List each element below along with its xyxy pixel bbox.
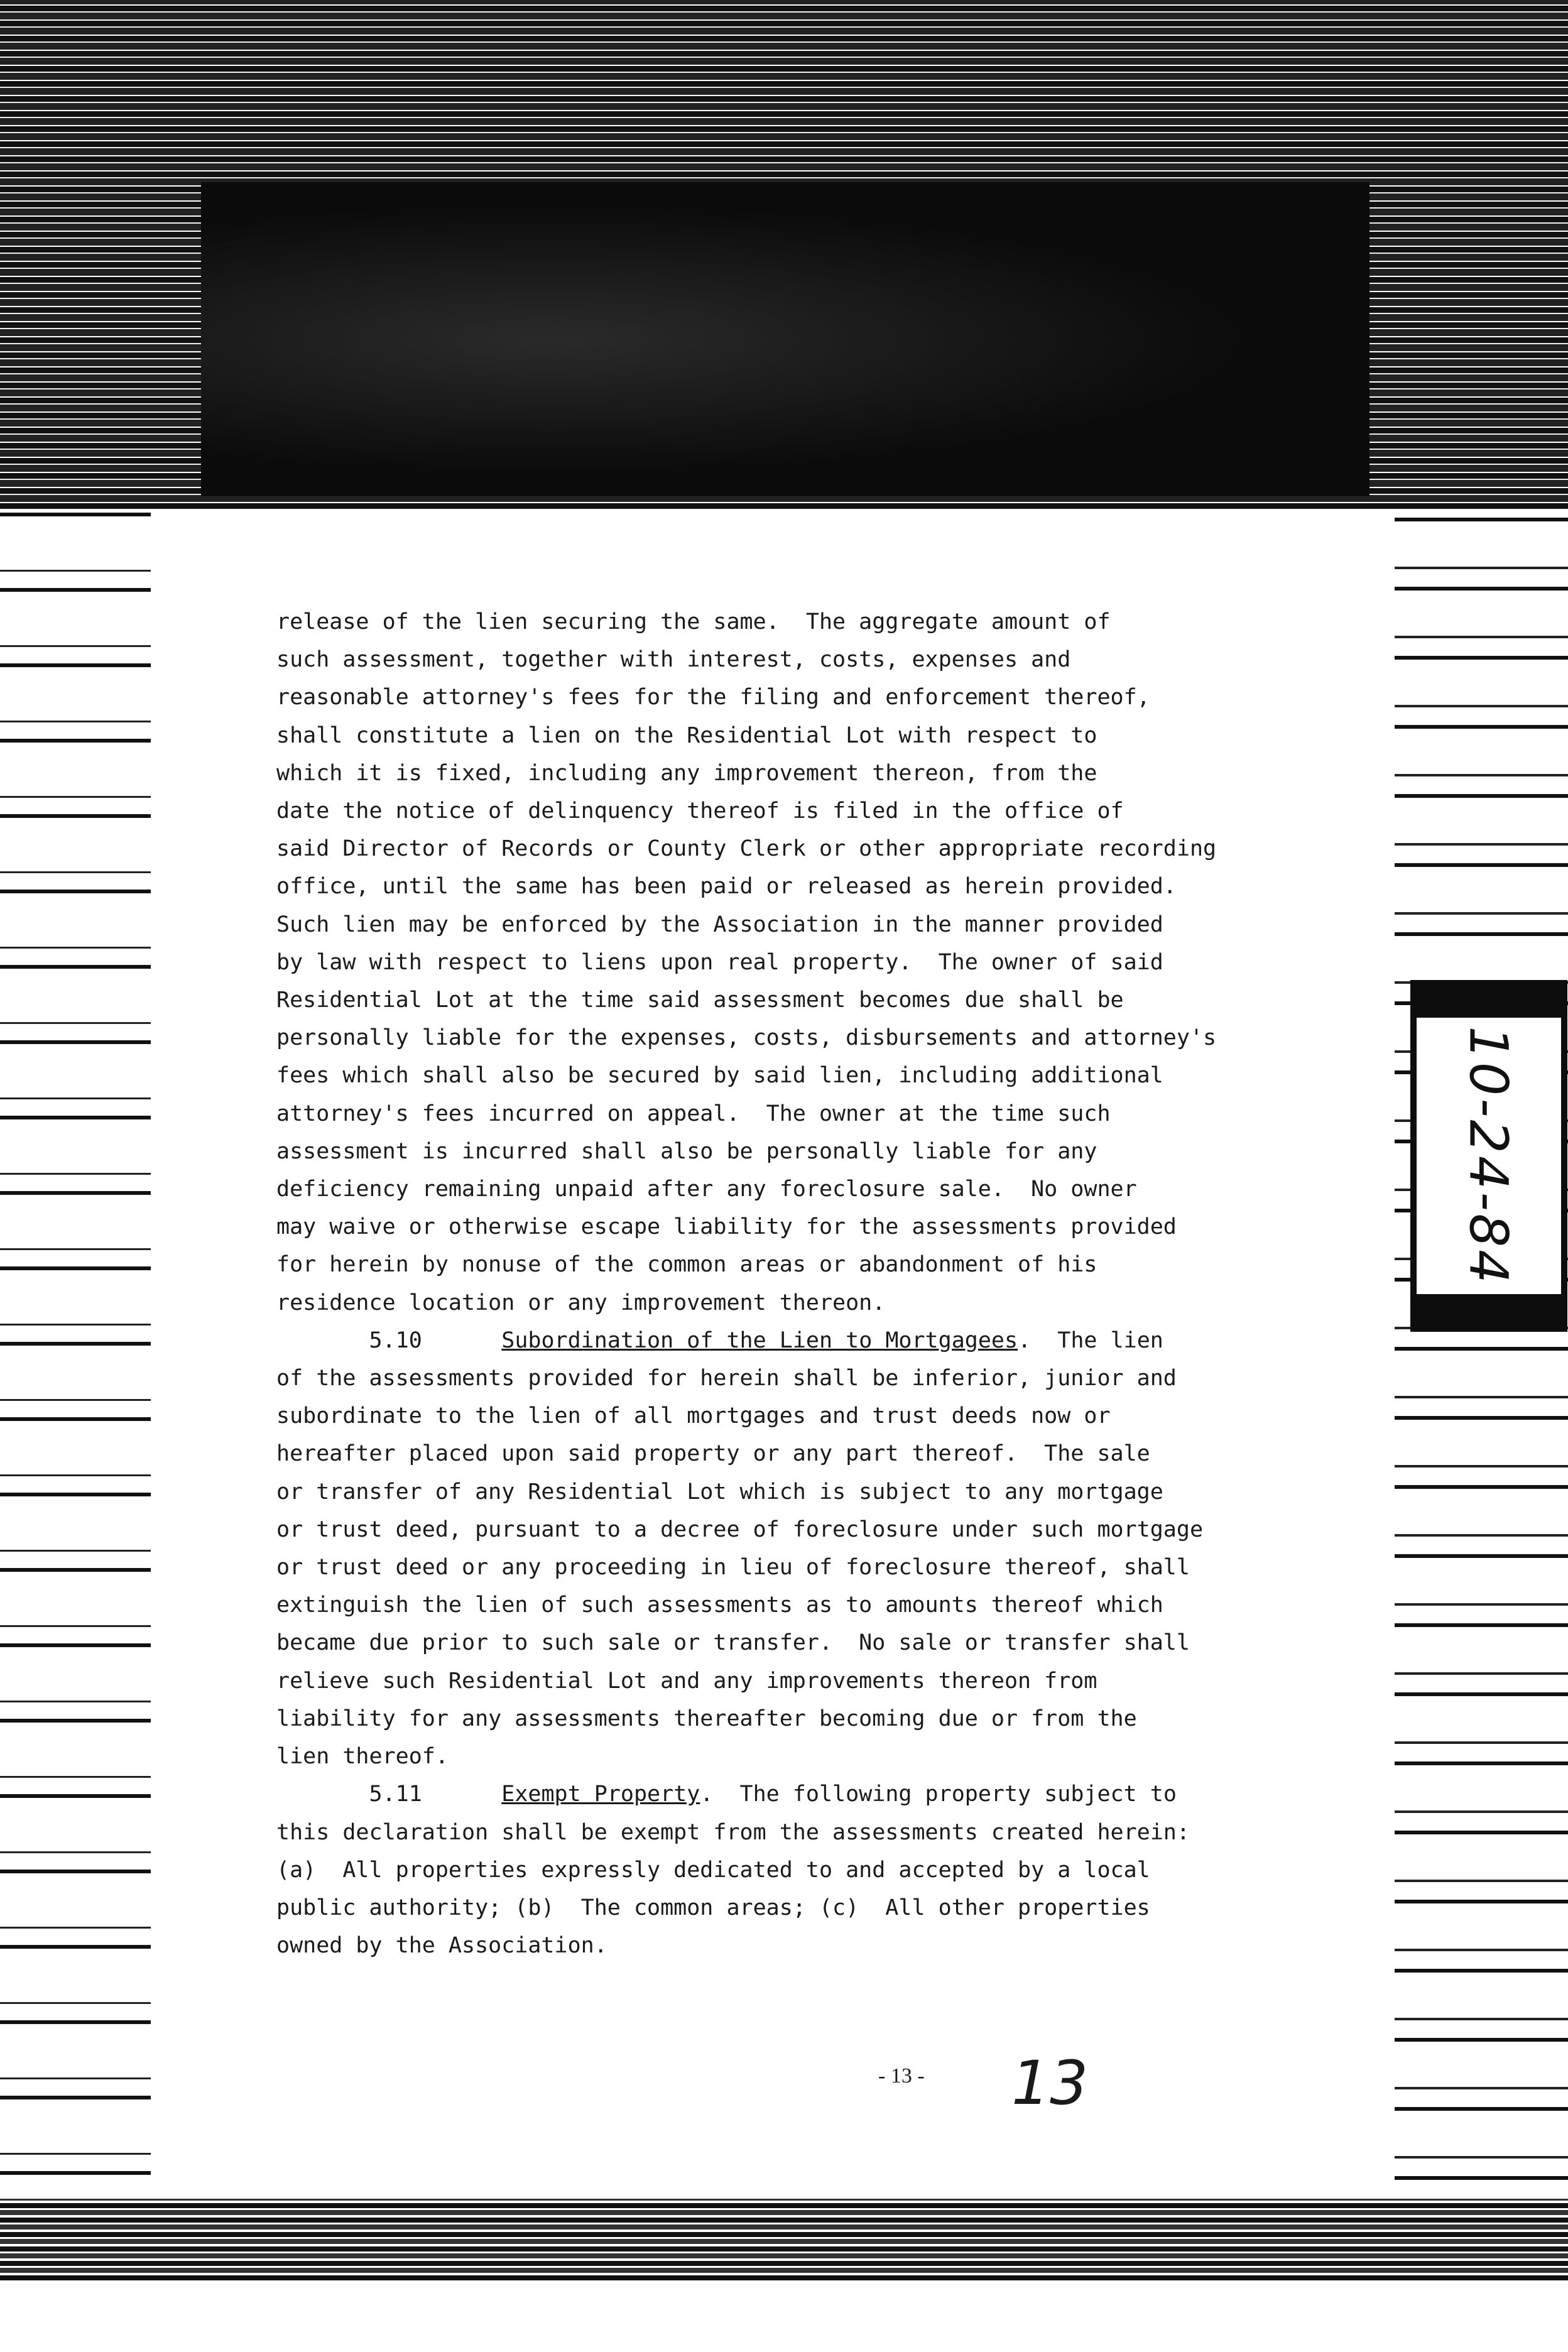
text-line: assessment is incurred shall also be personally liable for any — [276, 1138, 1097, 1164]
section-5-11-body — [276, 1820, 1190, 1959]
text-line: fees which shall also be secured by said lien, including additional — [276, 1063, 1163, 1089]
paragraph-lien-release — [276, 609, 1216, 1315]
section-5-10-first-line: . The lien — [1018, 1327, 1163, 1353]
margin-date-stamp — [1417, 1018, 1561, 1294]
text-line: hereafter placed upon said property or any part thereof. The sale — [276, 1441, 1150, 1467]
text-line: or trust deed or any proceeding in lieu of foreclosure thereof, shall — [276, 1555, 1190, 1581]
scan-noise-top-dark-area — [201, 182, 1369, 496]
text-line: such assessment, together with interest, costs, expenses and — [276, 647, 1071, 673]
text-line: shall constitute a lien on the Residential Lot with respect to — [276, 722, 1097, 748]
text-line: deficiency remaining unpaid after any foreclosure sale. No owner — [276, 1177, 1137, 1202]
text-line: by law with respect to liens upon real property. The owner of said — [276, 949, 1163, 975]
section-5-11-indent — [276, 1782, 369, 1807]
scan-noise-left — [0, 509, 151, 2199]
text-line: residence location or any improvement thereon. — [276, 1290, 886, 1315]
section-5-10-heading: Subordination of the Lien to Mortgagees — [501, 1327, 1018, 1353]
text-line: public authority; (b) The common areas; (c) All other properties — [276, 1895, 1150, 1920]
text-line: which it is fixed, including any improvement thereon, from the — [276, 760, 1097, 786]
text-line: for herein by nonuse of the common areas or abandonment of his — [276, 1252, 1097, 1278]
text-line: liability for any assessments thereafter becoming due or from the — [276, 1706, 1137, 1731]
scan-noise-right — [1395, 509, 1568, 2199]
text-line: personally liable for the expenses, costs, disbursements and attorney's — [276, 1025, 1217, 1051]
text-line: of the assessments provided for herein shall be inferior, junior and — [276, 1366, 1177, 1391]
text-line: may waive or otherwise escape liability for the assessments provided — [276, 1214, 1177, 1240]
text-line: or trust deed, pursuant to a decree of foreclosure under such mortgage — [276, 1516, 1204, 1542]
text-line: date the notice of delinquency thereof is filed in the office of — [276, 798, 1124, 824]
text-line: release of the lien securing the same. The aggregate amount of — [276, 609, 1111, 634]
text-line: became due prior to such sale or transfer. No sale or transfer shall — [276, 1630, 1190, 1656]
section-5-11-number: 5.11 — [369, 1782, 422, 1807]
text-line: office, until the same has been paid or released as herein provided. — [276, 874, 1177, 900]
text-line: said Director of Records or County Clerk or other appropriate recording — [276, 836, 1217, 862]
section-5-10-body — [276, 1366, 1203, 1769]
scan-noise-bottom — [0, 2199, 1568, 2280]
document-page — [157, 509, 1391, 2192]
text-line: Such lien may be enforced by the Association in the manner provided — [276, 912, 1163, 937]
text-line: reasonable attorney's fees for the filing and enforcement thereof, — [276, 685, 1150, 710]
section-5-11-heading: Exempt Property — [501, 1782, 700, 1807]
text-line: Residential Lot at the time said assessment becomes due shall be — [276, 988, 1124, 1013]
page-number: - 13 - — [878, 2064, 925, 2088]
text-line: lien thereof. — [276, 1744, 449, 1770]
text-line: attorney's fees incurred on appeal. The owner at the time such — [276, 1101, 1111, 1126]
document-body — [276, 603, 1369, 1964]
section-5-11-first-line: . The following property subject to — [700, 1782, 1177, 1807]
handwritten-page-number: 13 — [1011, 2048, 1089, 2118]
text-line: this declaration shall be exempt from the assessments created herein: — [276, 1819, 1190, 1845]
margin-date-text: 10-24-84 — [1458, 1026, 1520, 1286]
text-line: extinguish the lien of such assessments as to amounts thereof which — [276, 1592, 1163, 1618]
text-line: owned by the Association. — [276, 1933, 607, 1959]
text-line: relieve such Residential Lot and any improvements thereon from — [276, 1668, 1097, 1694]
text-line: (a) All properties expressly dedicated to and accepted by a local — [276, 1857, 1150, 1883]
text-line: or transfer of any Residential Lot which is subject to any mortgage — [276, 1479, 1163, 1505]
section-5-10-indent — [276, 1328, 369, 1353]
text-line: subordinate to the lien of all mortgages and trust deeds now or — [276, 1403, 1111, 1429]
section-5-10-number: 5.10 — [369, 1327, 422, 1353]
